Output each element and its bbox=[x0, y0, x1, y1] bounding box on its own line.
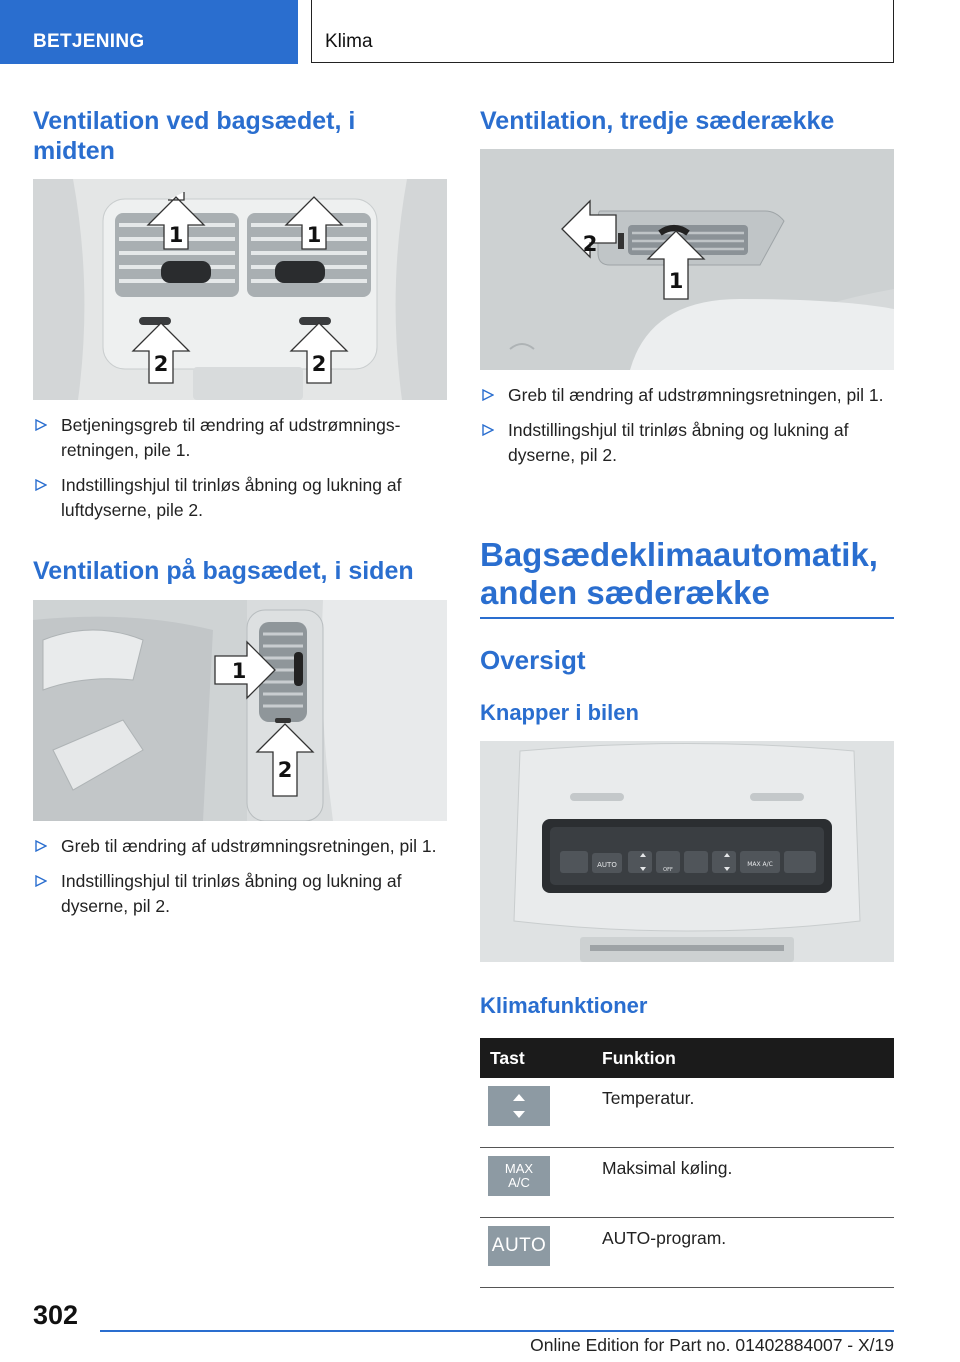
label-2: 2 bbox=[277, 758, 293, 782]
label-1: 1 bbox=[231, 659, 247, 683]
max-ac-icon: MAX A/C bbox=[488, 1156, 550, 1196]
triangle-bullet-icon bbox=[35, 840, 47, 852]
label-1a: 1 bbox=[168, 223, 184, 247]
function-text: AUTO-program. bbox=[602, 1218, 894, 1288]
triangle-bullet-icon bbox=[482, 389, 494, 401]
list-item: Indstillingshjul til trinløs åbning og lukning af luftdyserne, pile 2. bbox=[33, 473, 447, 523]
photo-center-vents bbox=[33, 179, 447, 400]
header-chapter-box bbox=[311, 0, 894, 63]
triangle-bullet-icon bbox=[482, 424, 494, 436]
list-item: Indstillingshjul til trinløs åbning og lukning af dyserne, pil 2. bbox=[480, 418, 894, 468]
panel-off-label: OFF bbox=[663, 867, 673, 873]
temperature-arrows-icon bbox=[488, 1086, 550, 1126]
photo-side-vent bbox=[33, 600, 447, 821]
table-header-row bbox=[480, 1038, 894, 1078]
photo-control-panel bbox=[480, 741, 894, 962]
label-2a: 2 bbox=[153, 352, 169, 376]
label-2: 2 bbox=[582, 232, 598, 256]
function-text: Temperatur. bbox=[602, 1078, 894, 1148]
table-row bbox=[480, 1148, 894, 1218]
heading-buttons: Knapper i bilen bbox=[480, 700, 639, 725]
functions-table bbox=[480, 1038, 894, 1288]
label-1: 1 bbox=[668, 269, 684, 293]
function-text: Maksimal køling. bbox=[602, 1148, 894, 1218]
header-section-label: BETJENING bbox=[33, 31, 145, 52]
triangle-bullet-icon bbox=[35, 479, 47, 491]
bullets-third-row-vent bbox=[480, 383, 894, 478]
main-title: Bagsædeklimaautomatik, anden sæderække bbox=[480, 536, 878, 611]
header-chapter-label: Klima bbox=[325, 31, 373, 52]
heading-overview: Oversigt bbox=[480, 645, 586, 675]
col-header-function: Funktion bbox=[602, 1038, 894, 1078]
triangle-bullet-icon bbox=[35, 875, 47, 887]
footer-edition: Online Edition for Part no. 01402884007 - X/19 bbox=[530, 1335, 894, 1355]
title-rule bbox=[480, 617, 894, 619]
heading-functions: Klimafunktioner bbox=[480, 993, 648, 1018]
list-item: Betjeningsgreb til ændring af udstrømningsretningen, pile 1. bbox=[33, 413, 447, 463]
col-header-key: Tast bbox=[480, 1038, 602, 1078]
label-2b: 2 bbox=[311, 352, 327, 376]
label-1b: 1 bbox=[306, 223, 322, 247]
list-item: Greb til ændring af udstrømningsretningen, pil 1. bbox=[33, 834, 447, 859]
heading-center-vent: Ventilation ved bagsædet, i midten bbox=[33, 107, 356, 165]
list-item: Indstillingshjul til trinløs åbning og lukning af dyserne, pil 2. bbox=[33, 869, 447, 919]
bullets-side-vent bbox=[33, 834, 447, 929]
bullets-center-vent bbox=[33, 413, 447, 533]
triangle-bullet-icon bbox=[35, 419, 47, 431]
heading-third-row-vent: Ventilation, tredje sæderække bbox=[480, 107, 835, 135]
panel-auto-label: AUTO bbox=[597, 861, 617, 869]
panel-maxac-label: MAX A/C bbox=[747, 861, 773, 868]
auto-icon: AUTO bbox=[488, 1226, 550, 1266]
footer-rule bbox=[100, 1330, 894, 1332]
photo-third-row-vent bbox=[480, 149, 894, 370]
header-section-tab bbox=[0, 0, 298, 64]
list-item: Greb til ændring af udstrømningsretningen, pil 1. bbox=[480, 383, 894, 408]
table-row bbox=[480, 1078, 894, 1148]
table-row bbox=[480, 1218, 894, 1288]
heading-side-vent: Ventilation på bagsædet, i siden bbox=[33, 557, 414, 585]
page-number: 302 bbox=[33, 1300, 79, 1330]
